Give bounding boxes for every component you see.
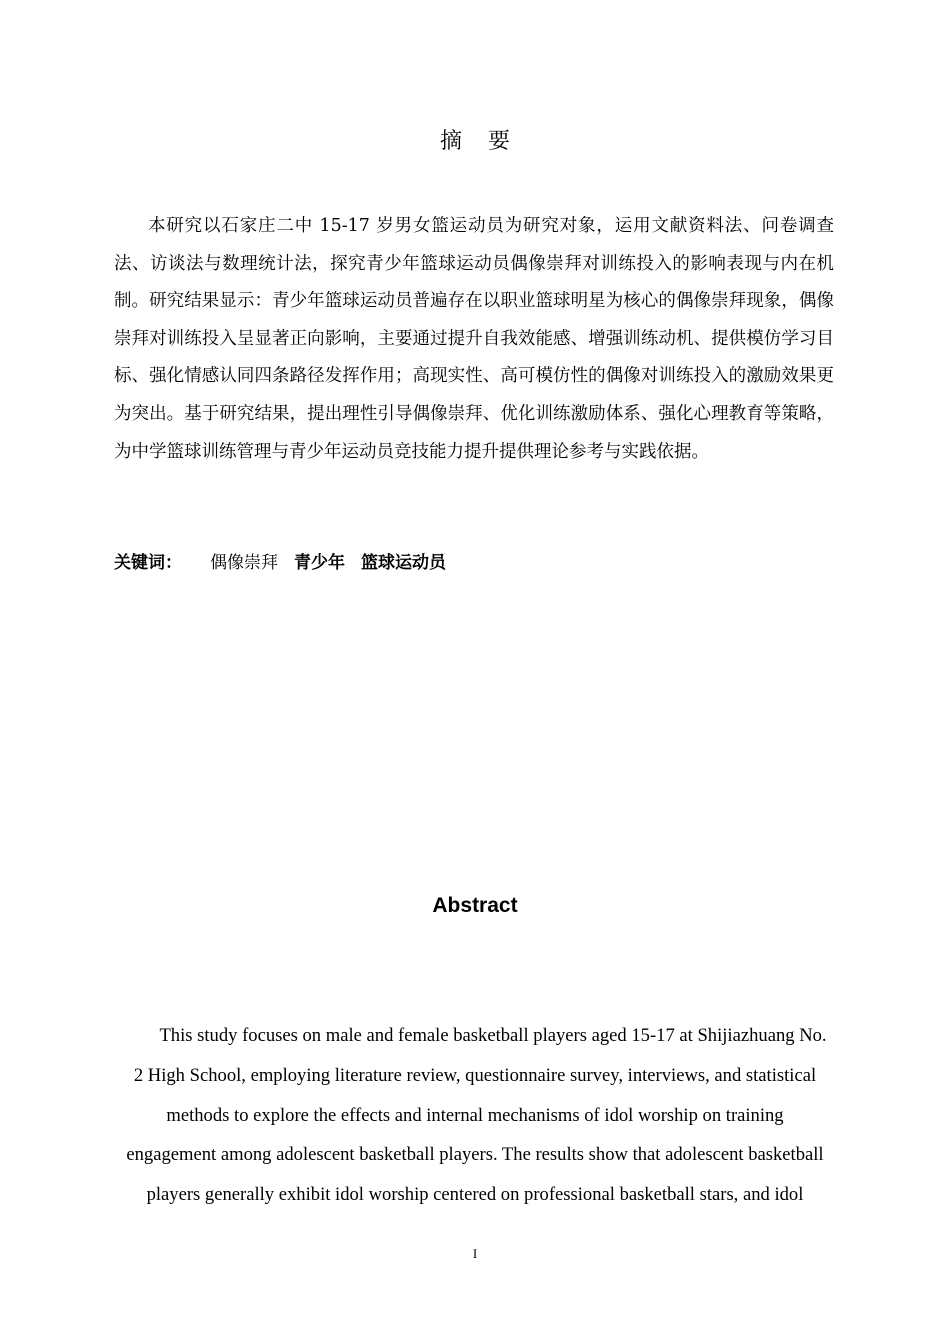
english-abstract-line: players generally exhibit idol worship centered on professional basketball stars, and idol (146, 1184, 804, 1206)
keyword-idol-worship: 偶像崇拜 (210, 553, 278, 573)
page-number: I (472, 1246, 478, 1261)
english-abstract-line: engagement among adolescent basketball players. The results show that adolescent basketball (126, 1144, 824, 1166)
keywords-line (114, 548, 446, 573)
english-abstract-line: This study focuses on male and female basketball players aged 15-17 at Shijiazhuang No. (159, 1025, 827, 1046)
keywords-label: 关键词： (114, 553, 182, 573)
keyword-adolescent: 青少年 (294, 553, 345, 573)
english-abstract-title: Abstract (432, 894, 518, 917)
english-abstract-body (112, 1016, 838, 1215)
english-abstract-line: 2 High School, employing literature review, questionnaire survey, interviews, and statistical (133, 1064, 817, 1086)
chinese-abstract-title: 摘要 (439, 129, 536, 154)
keyword-basketball-players: 篮球运动员 (361, 553, 446, 573)
english-abstract-line: methods to explore the effects and internal mechanisms of idol worship on training (166, 1104, 784, 1126)
chinese-abstract-body: 本研究以石家庄二中 15-17 岁男女篮运动员为研究对象，运用文献资料法、问卷调查法、访谈法与数理统计法，探究青少年篮球运动员偶像崇拜对训练投入的影响表现与内在机制。研究结果显示：青少年篮球运动员普遍存在以职业篮球明星为核心的偶像崇拜现象，偶像崇拜对训练投入呈显著正向影响，主要通过提升自我效能感、增强训练动机、提供模仿学习目标、强化情感认同四条路径发挥作用；高现实性、高可模仿性的偶像对训练投入的激励效果更为突出。基于研究结果，提出理性引导偶像崇拜、优化训练激励体系、强化心理教育等策略，为中学篮球训练管理与青少年运动员竞技能力提升提供理论参考与实践依据。 (114, 216, 834, 462)
